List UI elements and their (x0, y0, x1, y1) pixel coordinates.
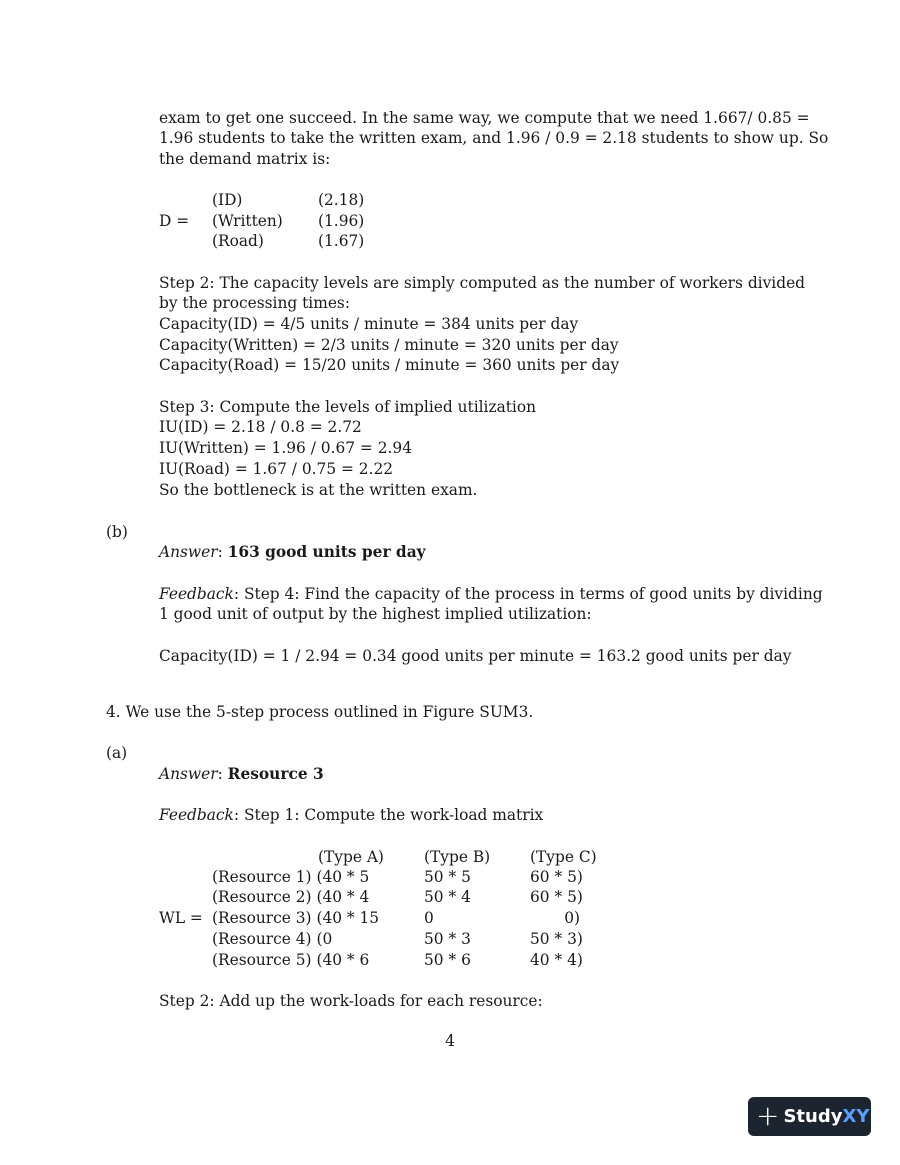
intro-line-3: the demand matrix is: (159, 150, 331, 168)
wl-row-resource: (Resource 1) (40 * 5 (212, 868, 370, 886)
wl-row-type-b: 50 * 4 (424, 888, 471, 906)
q4-intro: 4. We use the 5-step process outlined in Figure SUM3. (106, 703, 534, 721)
wl-matrix-label: WL = (159, 909, 203, 927)
part-b-answer (159, 542, 426, 562)
answer-separator: : (217, 765, 228, 783)
plus-icon: + (756, 1098, 780, 1132)
step3-line: Step 3: Compute the levels of implied utilization (159, 398, 537, 416)
part-b-feedback-line-2: 1 good unit of output by the highest implied utilization: (159, 605, 592, 623)
wl-row-type-c: 60 * 5) (530, 868, 583, 886)
q4-part-a-label: (a) (106, 744, 128, 762)
step2-line: Capacity(Road) = 15/20 units / minute = 360 units per day (159, 356, 620, 374)
wl-row-resource: (Resource 5) (40 * 6 (212, 951, 370, 969)
step2-line: Capacity(Written) = 2/3 units / minute = 320 units per day (159, 336, 619, 354)
wl-row-type-b: 0 (424, 909, 434, 927)
wl-header-type-c: (Type C) (530, 848, 597, 866)
part-b-label: (b) (106, 523, 128, 541)
wl-row-type-c: 60 * 5) (530, 888, 583, 906)
answer-value: 163 good units per day (227, 543, 426, 561)
wl-header-type-b: (Type B) (424, 848, 491, 866)
wl-row-type-c: 40 * 4) (530, 951, 583, 969)
part-b-feedback-line-1 (159, 584, 823, 604)
answer-value: Resource 3 (227, 765, 324, 783)
wl-row-type-b: 50 * 6 (424, 951, 471, 969)
logo-word-study: Study (783, 1106, 843, 1127)
demand-row-value: (2.18) (318, 191, 365, 209)
intro-line-1: exam to get one succeed. In the same way, we compute that we need 1.667/ 0.85 = (159, 109, 810, 127)
wl-header-type-a: (Type A) (318, 848, 384, 866)
step3-line: IU(Written) = 1.96 / 0.67 = 2.94 (159, 439, 412, 457)
wl-row-type-c: 0) (564, 909, 580, 927)
step3-line: IU(ID) = 2.18 / 0.8 = 2.72 (159, 418, 362, 436)
studyxy-logo (748, 1097, 871, 1136)
logo-word-xy: XY (842, 1106, 870, 1127)
step2-add-workloads: Step 2: Add up the work-loads for each resource: (159, 992, 543, 1010)
wl-row-resource: (Resource 3) (40 * 15 (212, 909, 380, 927)
demand-row-name: (Road) (212, 232, 264, 250)
demand-row-value: (1.96) (318, 212, 365, 230)
demand-row-name: (Written) (212, 212, 283, 230)
wl-row-type-c: 50 * 3) (530, 930, 583, 948)
q4-answer (159, 764, 324, 784)
demand-matrix-label: D = (159, 212, 190, 230)
feedback-text: : Step 1: Compute the work-load matrix (233, 806, 544, 824)
q4-feedback (159, 805, 543, 825)
step3-line: IU(Road) = 1.67 / 0.75 = 2.22 (159, 460, 394, 478)
demand-row-name: (ID) (212, 191, 243, 209)
step2-line: Step 2: The capacity levels are simply computed as the number of workers divided (159, 274, 806, 292)
step3-line: So the bottleneck is at the written exam. (159, 481, 478, 499)
feedback-prefix: Feedback (159, 585, 234, 603)
step2-line: by the processing times: (159, 294, 351, 312)
wl-row-resource: (Resource 4) (0 (212, 930, 333, 948)
demand-row-value: (1.67) (318, 232, 365, 250)
answer-prefix: Answer (159, 543, 218, 561)
intro-line-2: 1.96 students to take the written exam, and 1.96 / 0.9 = 2.18 students to show up. So (159, 129, 829, 147)
step2-line: Capacity(ID) = 4/5 units / minute = 384 units per day (159, 315, 579, 333)
wl-row-type-b: 50 * 5 (424, 868, 471, 886)
feedback-text: : Step 4: Find the capacity of the process in terms of good units by dividing (233, 585, 823, 603)
page-number: 4 (445, 1032, 455, 1050)
wl-row-resource: (Resource 2) (40 * 4 (212, 888, 370, 906)
answer-prefix: Answer (159, 765, 218, 783)
wl-row-type-b: 50 * 3 (424, 930, 471, 948)
part-b-capacity-line: Capacity(ID) = 1 / 2.94 = 0.34 good units per minute = 163.2 good units per day (159, 647, 792, 665)
answer-separator: : (217, 543, 228, 561)
feedback-prefix: Feedback (159, 806, 234, 824)
